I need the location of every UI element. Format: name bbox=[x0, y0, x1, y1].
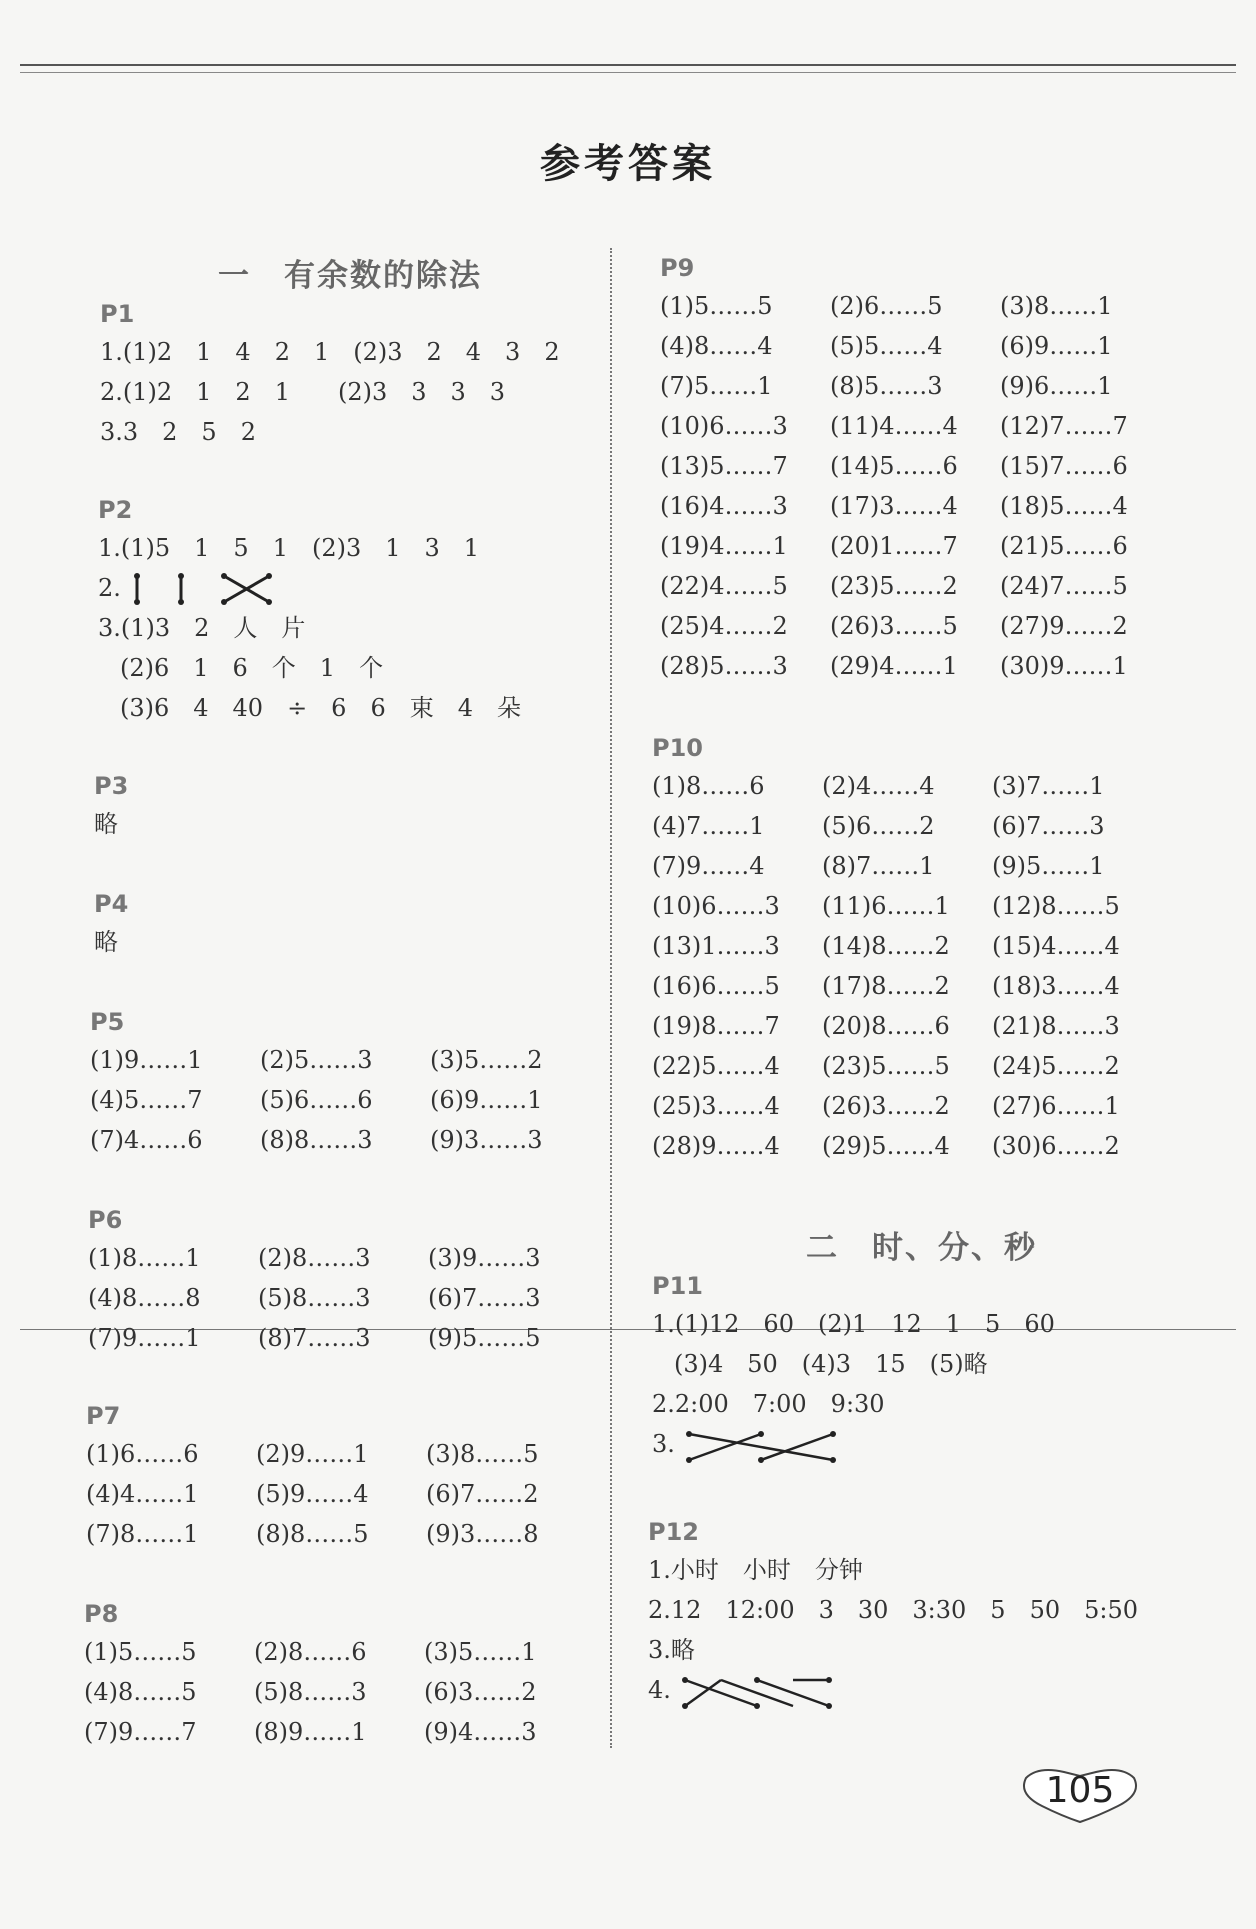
section-p4 bbox=[94, 886, 128, 962]
section-label: P10 bbox=[652, 734, 703, 762]
answer-item: (22)5……4 bbox=[652, 1052, 780, 1080]
answer-item: (13)1……3 bbox=[652, 932, 780, 960]
chapter-2-heading: 二 时、分、秒 bbox=[806, 1230, 1037, 1266]
answer-item: (5)6……2 bbox=[822, 812, 935, 840]
answer-line: 略 bbox=[94, 810, 118, 838]
answer-line: 3.略 bbox=[648, 1636, 695, 1664]
section-label: P11 bbox=[652, 1272, 703, 1300]
section-label: P1 bbox=[100, 300, 135, 328]
answer-item: (8)9……1 bbox=[254, 1718, 367, 1746]
answer-item: (6)3……2 bbox=[424, 1678, 537, 1706]
answer-item: (5)9……4 bbox=[256, 1480, 369, 1508]
answer-item: (9)5……1 bbox=[992, 852, 1105, 880]
answer-item: (27)6……1 bbox=[992, 1092, 1120, 1120]
answer-item: (7)5……1 bbox=[660, 372, 773, 400]
answer-item: (1)8……1 bbox=[88, 1244, 201, 1272]
answer-item: (28)5……3 bbox=[660, 652, 788, 680]
answer-item: (4)5……7 bbox=[90, 1086, 203, 1114]
answer-item: (8)7……3 bbox=[258, 1324, 371, 1352]
answer-item: (11)6……1 bbox=[822, 892, 950, 920]
answer-line: 略 bbox=[94, 928, 118, 956]
answer-line bbox=[648, 1670, 1138, 1710]
header-rule-thin bbox=[20, 72, 1236, 73]
answer-item: (3)7……1 bbox=[992, 772, 1105, 800]
section-label: P9 bbox=[660, 254, 695, 282]
section-label: P8 bbox=[84, 1600, 119, 1628]
answer-line: 1.小时 小时 分钟 bbox=[648, 1556, 863, 1584]
answer-item: (23)5……2 bbox=[830, 572, 958, 600]
answer-item: (6)9……1 bbox=[430, 1086, 543, 1114]
answer-item: (1)8……6 bbox=[652, 772, 765, 800]
section-p12 bbox=[648, 1514, 1138, 1710]
answer-item: (27)9……2 bbox=[1000, 612, 1128, 640]
section-p3 bbox=[94, 768, 128, 844]
answer-line: 1.(1)2 1 4 2 1 (2)3 2 4 3 2 bbox=[100, 338, 560, 366]
answer-item: (11)4……4 bbox=[830, 412, 958, 440]
section-p5 bbox=[90, 1004, 600, 1160]
answer-item: (9)3……3 bbox=[430, 1126, 543, 1154]
answer-line: (3)6 4 40 ÷ 6 6 束 4 朵 bbox=[120, 694, 521, 722]
answer-item: (1)9……1 bbox=[90, 1046, 203, 1074]
answer-item: (29)4……1 bbox=[830, 652, 958, 680]
answer-item: (16)4……3 bbox=[660, 492, 788, 520]
answer-item: (8)8……5 bbox=[256, 1520, 369, 1548]
answer-item: (24)5……2 bbox=[992, 1052, 1120, 1080]
answer-item: (3)5……2 bbox=[430, 1046, 543, 1074]
answer-item: (2)8……3 bbox=[258, 1244, 371, 1272]
section-label: P7 bbox=[86, 1402, 121, 1430]
answer-line: 2.(1)2 1 2 1 (2)3 3 3 3 bbox=[100, 378, 506, 406]
answer-item: (20)1……7 bbox=[830, 532, 958, 560]
answer-item: (9)5……5 bbox=[428, 1324, 541, 1352]
page-title: 参考答案 bbox=[540, 141, 716, 187]
answer-item: (21)8……3 bbox=[992, 1012, 1120, 1040]
answer-item: (6)9……1 bbox=[1000, 332, 1113, 360]
answer-line bbox=[98, 568, 521, 608]
answer-item: (2)6……5 bbox=[830, 292, 943, 320]
answer-item: (25)3……4 bbox=[652, 1092, 780, 1120]
section-p8 bbox=[84, 1596, 594, 1752]
page-number: 105 bbox=[1045, 1770, 1115, 1811]
answer-item: (26)3……5 bbox=[830, 612, 958, 640]
answer-item: (25)4……2 bbox=[660, 612, 788, 640]
answer-item: (4)4……1 bbox=[86, 1480, 199, 1508]
answer-item: (3)8……1 bbox=[1000, 292, 1113, 320]
section-label: P3 bbox=[94, 772, 129, 800]
answer-item: (21)5……6 bbox=[1000, 532, 1128, 560]
answer-line: (3)4 50 (4)3 15 (5)略 bbox=[674, 1350, 988, 1378]
answer-item: (6)7……2 bbox=[426, 1480, 539, 1508]
section-label: P12 bbox=[648, 1518, 699, 1546]
answer-item: (15)4……4 bbox=[992, 932, 1120, 960]
answer-item: (9)6……1 bbox=[1000, 372, 1113, 400]
answer-item: (1)5……5 bbox=[84, 1638, 197, 1666]
answer-item: (4)8……4 bbox=[660, 332, 773, 360]
answer-item: (5)6……6 bbox=[260, 1086, 373, 1114]
section-p7 bbox=[86, 1398, 596, 1554]
header-rule bbox=[20, 64, 1236, 66]
answer-item: (14)8……2 bbox=[822, 932, 950, 960]
answer-item: (10)6……3 bbox=[652, 892, 780, 920]
answer-item: (5)5……4 bbox=[830, 332, 943, 360]
answer-line: 3.(1)3 2 人 片 bbox=[98, 614, 306, 642]
answer-item: (2)5……3 bbox=[260, 1046, 373, 1074]
answer-item: (30)9……1 bbox=[1000, 652, 1128, 680]
answer-item: (5)8……3 bbox=[254, 1678, 367, 1706]
answer-item: (18)3……4 bbox=[992, 972, 1120, 1000]
section-p1 bbox=[100, 296, 560, 452]
answer-item: (12)7……7 bbox=[1000, 412, 1128, 440]
answer-item: (24)7……5 bbox=[1000, 572, 1128, 600]
column-divider bbox=[610, 248, 612, 1748]
answer-line: 3.3 2 5 2 bbox=[100, 418, 256, 446]
answer-item: (17)8……2 bbox=[822, 972, 950, 1000]
matching-lines-figure bbox=[683, 1426, 843, 1466]
answer-item: (4)8……8 bbox=[88, 1284, 201, 1312]
answer-item: (20)8……6 bbox=[822, 1012, 950, 1040]
answer-item: (4)7……1 bbox=[652, 812, 765, 840]
answer-item: (9)3……8 bbox=[426, 1520, 539, 1548]
answer-item: (7)9……1 bbox=[88, 1324, 201, 1352]
answer-item: (6)7……3 bbox=[428, 1284, 541, 1312]
answer-item: (18)5……4 bbox=[1000, 492, 1128, 520]
answer-line: 1.(1)12 60 (2)1 12 1 5 60 bbox=[652, 1310, 1055, 1338]
answer-item: (5)8……3 bbox=[258, 1284, 371, 1312]
answer-item: (28)9……4 bbox=[652, 1132, 780, 1160]
matching-lines-figure bbox=[679, 1672, 839, 1712]
answer-item: (3)8……5 bbox=[426, 1440, 539, 1468]
answer-item: (2)9……1 bbox=[256, 1440, 369, 1468]
answer-item: (12)8……5 bbox=[992, 892, 1120, 920]
answer-item: (14)5……6 bbox=[830, 452, 958, 480]
answer-line: 2.12 12:00 3 30 3:30 5 50 5:50 bbox=[648, 1596, 1139, 1624]
page-number-badge bbox=[1018, 1764, 1142, 1824]
answer-item: (8)8……3 bbox=[260, 1126, 373, 1154]
answer-item: (1)5……5 bbox=[660, 292, 773, 320]
answer-item: (22)4……5 bbox=[660, 572, 788, 600]
answer-item: (16)6……5 bbox=[652, 972, 780, 1000]
answer-item: (7)4……6 bbox=[90, 1126, 203, 1154]
answer-item: (29)5……4 bbox=[822, 1132, 950, 1160]
section-p2 bbox=[98, 492, 521, 728]
answer-item: (19)8……7 bbox=[652, 1012, 780, 1040]
answer-line: 1.(1)5 1 5 1 (2)3 1 3 1 bbox=[98, 534, 480, 562]
section-label: P6 bbox=[88, 1206, 123, 1234]
answer-item: (2)8……6 bbox=[254, 1638, 367, 1666]
section-p6 bbox=[88, 1202, 598, 1358]
answer-prefix: 4. bbox=[648, 1676, 671, 1704]
section-label: P5 bbox=[90, 1008, 125, 1036]
answer-item: (13)5……7 bbox=[660, 452, 788, 480]
section-label: P2 bbox=[98, 496, 133, 524]
answer-item: (23)5……5 bbox=[822, 1052, 950, 1080]
answer-item: (3)5……1 bbox=[424, 1638, 537, 1666]
answer-item: (6)7……3 bbox=[992, 812, 1105, 840]
answer-item: (8)5……3 bbox=[830, 372, 943, 400]
answer-prefix: 2. bbox=[98, 574, 121, 602]
section-p10 bbox=[652, 730, 1162, 1166]
answer-item: (30)6……2 bbox=[992, 1132, 1120, 1160]
answer-item: (3)9……3 bbox=[428, 1244, 541, 1272]
answer-line bbox=[652, 1424, 1055, 1464]
answer-item: (7)9……7 bbox=[84, 1718, 197, 1746]
section-p9 bbox=[660, 250, 1170, 686]
answer-line: (2)6 1 6 个 1 个 bbox=[120, 654, 384, 682]
section-p11 bbox=[652, 1268, 1055, 1464]
answer-item: (10)6……3 bbox=[660, 412, 788, 440]
answer-item: (1)6……6 bbox=[86, 1440, 199, 1468]
answer-prefix: 3. bbox=[652, 1430, 675, 1458]
answer-line: 2.2:00 7:00 9:30 bbox=[652, 1390, 885, 1418]
section-label: P4 bbox=[94, 890, 129, 918]
answer-item: (19)4……1 bbox=[660, 532, 788, 560]
answer-item: (15)7……6 bbox=[1000, 452, 1128, 480]
answer-item: (9)4……3 bbox=[424, 1718, 537, 1746]
answer-item: (7)9……4 bbox=[652, 852, 765, 880]
chapter-1-heading: 一 有余数的除法 bbox=[218, 258, 482, 294]
answer-item: (26)3……2 bbox=[822, 1092, 950, 1120]
answer-item: (8)7……1 bbox=[822, 852, 935, 880]
answer-item: (17)3……4 bbox=[830, 492, 958, 520]
answer-item: (7)8……1 bbox=[86, 1520, 199, 1548]
answer-item: (2)4……4 bbox=[822, 772, 935, 800]
matching-lines-figure bbox=[129, 570, 279, 610]
answer-item: (4)8……5 bbox=[84, 1678, 197, 1706]
